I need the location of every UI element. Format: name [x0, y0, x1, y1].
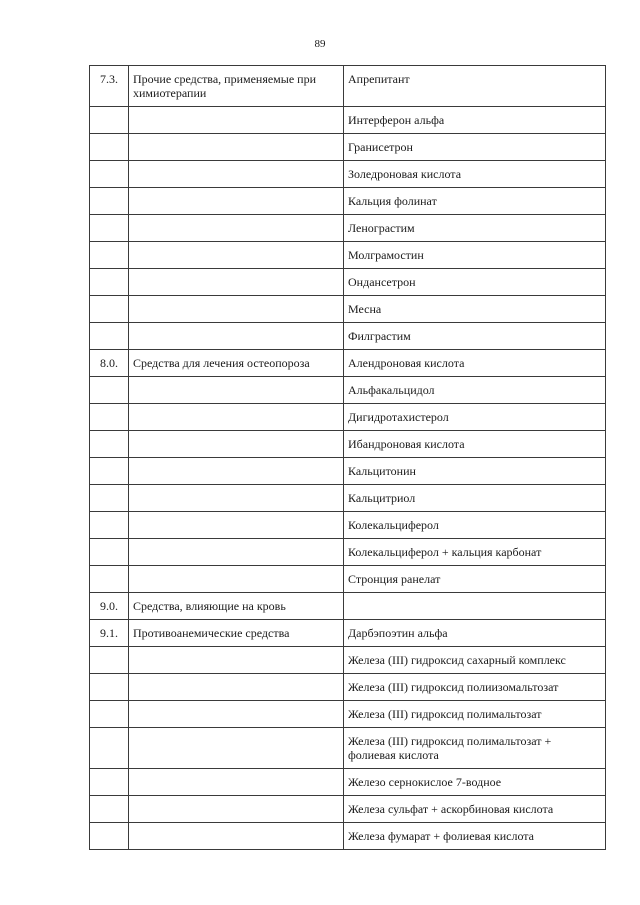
table-row [90, 485, 606, 512]
category-cell [129, 188, 344, 215]
table-row [90, 769, 606, 796]
code-cell: 9.1. [90, 620, 129, 647]
drug-name-cell: Железо сернокислое 7-водное [344, 769, 606, 796]
table-row [90, 188, 606, 215]
code-cell [90, 566, 129, 593]
code-cell [90, 242, 129, 269]
code-cell [90, 377, 129, 404]
drug-name-cell: Стронция ранелат [344, 566, 606, 593]
code-cell [90, 296, 129, 323]
category-cell [129, 701, 344, 728]
table-row [90, 107, 606, 134]
category-cell [129, 296, 344, 323]
category-cell [129, 215, 344, 242]
category-cell [129, 134, 344, 161]
drug-name-cell: Месна [344, 296, 606, 323]
drug-name-cell: Алендроновая кислота [344, 350, 606, 377]
drug-name-cell: Железа (III) гидроксид полимальтозат + фолиевая кислота [344, 728, 606, 769]
category-cell [129, 512, 344, 539]
category-cell: Средства, влияющие на кровь [129, 593, 344, 620]
table-row [90, 66, 606, 107]
code-cell [90, 134, 129, 161]
drug-name-cell: Гранисетрон [344, 134, 606, 161]
code-cell [90, 647, 129, 674]
category-cell [129, 377, 344, 404]
table-row [90, 728, 606, 769]
drug-table [89, 65, 606, 850]
drug-name-cell: Интерферон альфа [344, 107, 606, 134]
code-cell [90, 674, 129, 701]
category-cell: Прочие средства, применяемые при химиотерапии [129, 66, 344, 107]
category-cell [129, 404, 344, 431]
category-cell [129, 539, 344, 566]
table-row [90, 269, 606, 296]
table-row [90, 674, 606, 701]
code-cell [90, 161, 129, 188]
code-cell [90, 431, 129, 458]
category-cell [129, 107, 344, 134]
table-row [90, 701, 606, 728]
table-row [90, 350, 606, 377]
category-cell [129, 647, 344, 674]
code-cell [90, 269, 129, 296]
code-cell: 9.0. [90, 593, 129, 620]
code-cell [90, 215, 129, 242]
drug-name-cell: Железа сульфат + аскорбиновая кислота [344, 796, 606, 823]
drug-name-cell: Ленограстим [344, 215, 606, 242]
table-row [90, 458, 606, 485]
code-cell [90, 404, 129, 431]
table-row [90, 404, 606, 431]
category-cell [129, 674, 344, 701]
drug-name-cell: Железа фумарат + фолиевая кислота [344, 823, 606, 850]
drug-name-cell: Железа (III) гидроксид сахарный комплекс [344, 647, 606, 674]
code-cell [90, 323, 129, 350]
code-cell [90, 796, 129, 823]
category-cell [129, 728, 344, 769]
table-row [90, 823, 606, 850]
drug-name-cell: Железа (III) гидроксид полиизомальтозат [344, 674, 606, 701]
table-row [90, 620, 606, 647]
category-cell [129, 796, 344, 823]
drug-name-cell: Кальцитриол [344, 485, 606, 512]
code-cell [90, 107, 129, 134]
table-body [90, 66, 606, 850]
table-row [90, 566, 606, 593]
table-row [90, 647, 606, 674]
category-cell: Противоанемические средства [129, 620, 344, 647]
category-cell: Средства для лечения остеопороза [129, 350, 344, 377]
drug-name-cell [344, 593, 606, 620]
category-cell [129, 161, 344, 188]
table-row [90, 593, 606, 620]
drug-name-cell: Ибандроновая кислота [344, 431, 606, 458]
code-cell [90, 769, 129, 796]
category-cell [129, 485, 344, 512]
category-cell [129, 566, 344, 593]
category-cell [129, 458, 344, 485]
code-cell [90, 701, 129, 728]
code-cell: 8.0. [90, 350, 129, 377]
drug-name-cell: Дарбэпоэтин альфа [344, 620, 606, 647]
table-row [90, 512, 606, 539]
drug-name-cell: Кальцитонин [344, 458, 606, 485]
drug-name-cell: Ондансетрон [344, 269, 606, 296]
code-cell [90, 512, 129, 539]
drug-name-cell: Апрепитант [344, 66, 606, 107]
code-cell [90, 458, 129, 485]
table-row [90, 377, 606, 404]
drug-name-cell: Колекальциферол + кальция карбонат [344, 539, 606, 566]
drug-name-cell: Альфакальцидол [344, 377, 606, 404]
code-cell [90, 188, 129, 215]
category-cell [129, 242, 344, 269]
category-cell [129, 269, 344, 296]
category-cell [129, 769, 344, 796]
drug-name-cell: Золедроновая кислота [344, 161, 606, 188]
table-row [90, 242, 606, 269]
table-row [90, 215, 606, 242]
drug-name-cell: Молграмостин [344, 242, 606, 269]
category-cell [129, 323, 344, 350]
drug-name-cell: Колекальциферол [344, 512, 606, 539]
table-row [90, 539, 606, 566]
drug-name-cell: Дигидротахистерол [344, 404, 606, 431]
code-cell: 7.3. [90, 66, 129, 107]
category-cell [129, 431, 344, 458]
category-cell [129, 823, 344, 850]
page-number: 89 [314, 38, 326, 50]
table-row [90, 296, 606, 323]
drug-name-cell: Кальция фолинат [344, 188, 606, 215]
table-row [90, 431, 606, 458]
code-cell [90, 485, 129, 512]
table-row [90, 323, 606, 350]
code-cell [90, 539, 129, 566]
table-row [90, 134, 606, 161]
code-cell [90, 823, 129, 850]
table-row [90, 796, 606, 823]
drug-name-cell: Филграстим [344, 323, 606, 350]
code-cell [90, 728, 129, 769]
table-row [90, 161, 606, 188]
drug-name-cell: Железа (III) гидроксид полимальтозат [344, 701, 606, 728]
